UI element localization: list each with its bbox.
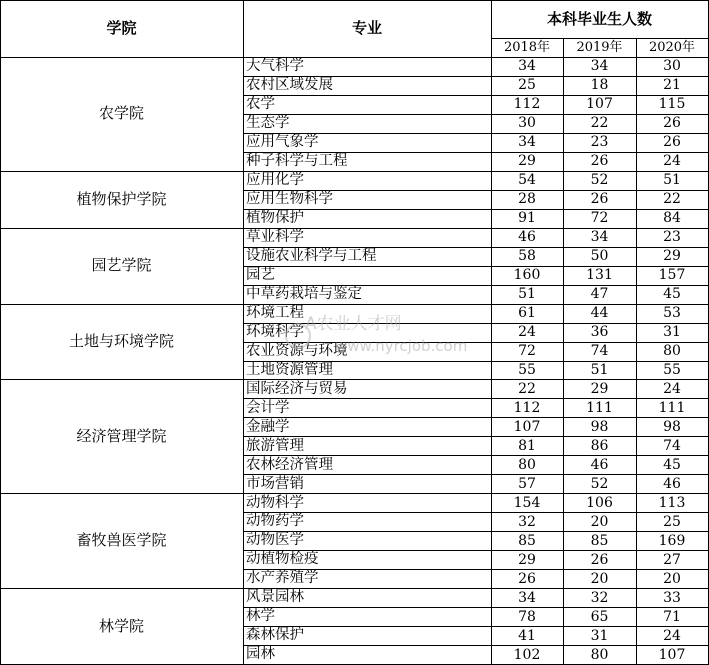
watermark-line2: www.nyrcjob.com bbox=[335, 337, 468, 355]
grid-line-h bbox=[0, 57, 709, 58]
grid-line-h bbox=[243, 531, 709, 532]
graduate-count: 52 bbox=[590, 172, 609, 189]
graduate-count: 72 bbox=[590, 210, 609, 227]
grid-line-h bbox=[243, 152, 709, 153]
graduate-count: 24 bbox=[663, 153, 681, 170]
graduate-count: 57 bbox=[518, 475, 536, 492]
major-name: 应用化学 bbox=[246, 172, 304, 189]
grid-line-h bbox=[243, 645, 709, 646]
graduate-count: 80 bbox=[663, 343, 681, 360]
graduate-count: 23 bbox=[590, 134, 609, 151]
major-name: 农学 bbox=[246, 96, 275, 113]
graduate-count: 30 bbox=[518, 115, 536, 132]
grid-line-h bbox=[243, 626, 709, 627]
graduate-count: 85 bbox=[590, 532, 609, 549]
grid-line-h bbox=[0, 228, 709, 229]
graduate-count: 98 bbox=[663, 418, 681, 435]
grid-line-h bbox=[243, 247, 709, 248]
grid-line-h bbox=[243, 550, 709, 551]
year-header: 2019年 bbox=[576, 40, 623, 55]
grid-line-h bbox=[243, 512, 709, 513]
graduate-count: 50 bbox=[590, 248, 609, 265]
graduate-count: 115 bbox=[658, 96, 686, 113]
major-name: 农林经济管理 bbox=[246, 456, 333, 473]
major-name: 金融学 bbox=[246, 418, 290, 435]
major-name: 会计学 bbox=[246, 399, 290, 416]
major-name: 植物保护 bbox=[246, 209, 304, 226]
graduate-count: 18 bbox=[590, 77, 609, 94]
college-name: 畜牧兽医学院 bbox=[76, 531, 167, 550]
major-name: 园艺 bbox=[246, 266, 275, 283]
graduate-count: 26 bbox=[663, 115, 681, 132]
grid-line-h bbox=[243, 417, 709, 418]
grid-line-h bbox=[0, 0, 709, 1]
graduate-count: 33 bbox=[663, 589, 681, 606]
graduate-count: 71 bbox=[663, 608, 681, 625]
grid-line-v bbox=[0, 0, 1, 665]
graduate-count: 21 bbox=[663, 77, 681, 94]
graduate-count: 102 bbox=[513, 646, 541, 663]
grid-line-h bbox=[243, 398, 709, 399]
graduate-count: 74 bbox=[590, 343, 609, 360]
major-name: 风景园林 bbox=[246, 589, 304, 606]
major-name: 环境科学 bbox=[246, 323, 304, 340]
watermark-line1: A农业人才网 bbox=[305, 314, 402, 334]
graduate-count: 74 bbox=[663, 437, 681, 454]
grid-line-v bbox=[491, 0, 492, 665]
graduate-count: 80 bbox=[590, 646, 609, 663]
major-name: 动物医学 bbox=[246, 532, 304, 549]
major-name: 水产养殖学 bbox=[246, 570, 319, 587]
grid-line-h bbox=[243, 209, 709, 210]
graduate-count: 34 bbox=[518, 589, 536, 606]
graduate-count: 112 bbox=[513, 96, 541, 113]
major-name: 种子科学与工程 bbox=[246, 153, 348, 170]
college-name: 土地与环境学院 bbox=[68, 332, 174, 351]
graduate-count: 46 bbox=[663, 475, 681, 492]
graduate-count: 45 bbox=[663, 456, 681, 473]
graduate-count: 51 bbox=[663, 172, 681, 189]
grid-line-h bbox=[243, 569, 709, 570]
graduate-count: 32 bbox=[518, 513, 536, 530]
graduate-count: 29 bbox=[590, 380, 609, 397]
grid-line-h bbox=[0, 588, 709, 589]
graduate-count: 22 bbox=[590, 115, 609, 132]
graduate-count: 32 bbox=[590, 589, 609, 606]
graduate-count: 154 bbox=[513, 494, 541, 511]
graduate-count: 55 bbox=[518, 361, 536, 378]
graduate-count: 160 bbox=[513, 267, 541, 284]
graduate-count: 106 bbox=[586, 494, 613, 511]
graduate-count: 25 bbox=[663, 513, 681, 530]
major-name: 动植物检疫 bbox=[246, 551, 319, 568]
graduate-count: 20 bbox=[590, 570, 609, 587]
graduate-count: 78 bbox=[518, 608, 536, 625]
graduate-count: 81 bbox=[518, 437, 536, 454]
graduate-count: 29 bbox=[518, 153, 536, 170]
graduate-count: 44 bbox=[590, 305, 609, 322]
graduate-count: 51 bbox=[518, 286, 536, 303]
college-name: 园艺学院 bbox=[91, 256, 152, 275]
graduate-count: 52 bbox=[590, 475, 609, 492]
graduate-count: 34 bbox=[518, 134, 536, 151]
major-name: 草业科学 bbox=[246, 228, 304, 245]
grid-line-h bbox=[0, 171, 709, 172]
grid-line-h bbox=[491, 38, 709, 39]
graduate-count: 84 bbox=[663, 210, 681, 227]
graduate-count: 27 bbox=[663, 551, 681, 568]
graduate-count: 113 bbox=[658, 494, 686, 511]
graduate-count: 29 bbox=[518, 551, 536, 568]
graduate-count: 86 bbox=[590, 437, 609, 454]
graduate-count: 31 bbox=[590, 627, 609, 644]
college-name: 林学院 bbox=[98, 616, 144, 635]
major-name: 林学 bbox=[246, 608, 275, 625]
graduate-count: 24 bbox=[518, 324, 536, 341]
graduate-count: 28 bbox=[518, 191, 536, 208]
graduate-count: 46 bbox=[518, 229, 536, 246]
major-name: 森林保护 bbox=[246, 627, 304, 644]
major-name: 应用生物科学 bbox=[246, 191, 333, 208]
graduate-count: 30 bbox=[663, 58, 681, 75]
grid-line-h bbox=[0, 304, 709, 305]
graduate-count: 46 bbox=[590, 456, 609, 473]
year-header: 2020年 bbox=[648, 40, 696, 55]
graduate-count: 53 bbox=[663, 305, 681, 322]
graduate-count: 47 bbox=[590, 286, 609, 303]
college-name: 植物保护学院 bbox=[76, 189, 167, 208]
major-header: 专业 bbox=[351, 19, 382, 37]
major-name: 土地资源管理 bbox=[246, 361, 333, 378]
graduate-count: 41 bbox=[518, 627, 536, 644]
graduate-count: 85 bbox=[518, 532, 536, 549]
grid-line-h bbox=[243, 266, 709, 267]
graduate-count: 34 bbox=[590, 58, 609, 75]
major-name: 动物科学 bbox=[246, 494, 304, 511]
graduate-count: 65 bbox=[590, 608, 609, 625]
grid-line-h bbox=[0, 379, 709, 380]
graduate-count: 23 bbox=[663, 229, 681, 246]
graduate-count: 29 bbox=[663, 248, 681, 265]
graduate-count: 80 bbox=[518, 456, 536, 473]
major-name: 应用气象学 bbox=[246, 134, 319, 151]
graduate-count: 72 bbox=[518, 343, 536, 360]
graduate-count: 55 bbox=[663, 361, 681, 378]
graduate-count: 131 bbox=[586, 267, 613, 284]
graduate-count: 26 bbox=[663, 134, 681, 151]
major-name: 中草药栽培与鉴定 bbox=[246, 285, 362, 302]
graduate-count: 24 bbox=[663, 380, 681, 397]
graduate-count: 31 bbox=[663, 324, 681, 341]
major-name: 动物药学 bbox=[246, 513, 304, 530]
year-header: 2018年 bbox=[503, 40, 551, 55]
grid-line-h bbox=[243, 76, 709, 77]
graduate-count: 24 bbox=[663, 627, 681, 644]
graduate-count: 157 bbox=[658, 267, 686, 284]
major-name: 大气科学 bbox=[246, 58, 304, 75]
grid-line-h bbox=[243, 607, 709, 608]
major-name: 市场营销 bbox=[246, 475, 304, 492]
grid-line-h bbox=[243, 436, 709, 437]
grid-line-h bbox=[243, 95, 709, 96]
grid-line-h bbox=[0, 493, 709, 494]
graduate-count: 34 bbox=[590, 229, 609, 246]
graduate-count: 26 bbox=[590, 191, 609, 208]
graduate-count: 54 bbox=[518, 172, 536, 189]
graduate-count: 98 bbox=[590, 418, 609, 435]
graduate-count: 112 bbox=[513, 399, 541, 416]
graduate-count: 26 bbox=[590, 153, 609, 170]
major-name: 生态学 bbox=[246, 115, 290, 132]
grid-line-h bbox=[243, 114, 709, 115]
major-name: 农村区域发展 bbox=[246, 77, 333, 94]
grid-line-h bbox=[243, 342, 709, 343]
graduate-count: 25 bbox=[518, 77, 536, 94]
major-name: 设施农业科学与工程 bbox=[246, 247, 377, 264]
graduate-count: 45 bbox=[663, 286, 681, 303]
grid-line-h bbox=[243, 323, 709, 324]
graduates-header: 本科毕业生人数 bbox=[546, 9, 652, 28]
college-name: 经济管理学院 bbox=[76, 426, 167, 445]
grid-line-v bbox=[563, 38, 564, 665]
major-name: 园林 bbox=[246, 646, 275, 663]
graduate-count: 26 bbox=[590, 551, 609, 568]
graduate-count: 20 bbox=[663, 570, 681, 587]
graduate-count: 107 bbox=[658, 646, 686, 663]
grid-line-h bbox=[243, 361, 709, 362]
major-name: 环境工程 bbox=[246, 304, 304, 321]
college-header: 学院 bbox=[106, 19, 137, 37]
graduate-count: 34 bbox=[518, 58, 536, 75]
graduate-count: 22 bbox=[663, 191, 681, 208]
graduate-count: 58 bbox=[518, 248, 536, 265]
grid-line-h bbox=[243, 133, 709, 134]
graduate-count: 20 bbox=[590, 513, 609, 530]
graduate-count: 107 bbox=[586, 96, 613, 113]
major-name: 国际经济与贸易 bbox=[246, 380, 348, 397]
graduate-count: 107 bbox=[513, 418, 541, 435]
grid-line-h bbox=[243, 190, 709, 191]
graduate-count: 111 bbox=[658, 399, 686, 416]
graduate-count: 91 bbox=[518, 210, 536, 227]
graduate-count: 36 bbox=[590, 324, 609, 341]
grid-line-v bbox=[243, 0, 244, 665]
major-name: 旅游管理 bbox=[246, 437, 304, 454]
grid-line-h bbox=[243, 455, 709, 456]
college-name: 农学院 bbox=[98, 104, 144, 123]
major-name: 农业资源与环境 bbox=[246, 342, 348, 359]
graduate-count: 51 bbox=[590, 361, 609, 378]
graduate-count: 111 bbox=[586, 399, 613, 416]
grid-line-v bbox=[636, 38, 637, 665]
graduate-count: 61 bbox=[518, 305, 536, 322]
grid-line-h bbox=[243, 474, 709, 475]
graduate-count: 169 bbox=[658, 532, 686, 549]
graduate-count: 22 bbox=[518, 380, 536, 397]
graduate-count: 26 bbox=[518, 570, 536, 587]
grid-line-h bbox=[243, 285, 709, 286]
